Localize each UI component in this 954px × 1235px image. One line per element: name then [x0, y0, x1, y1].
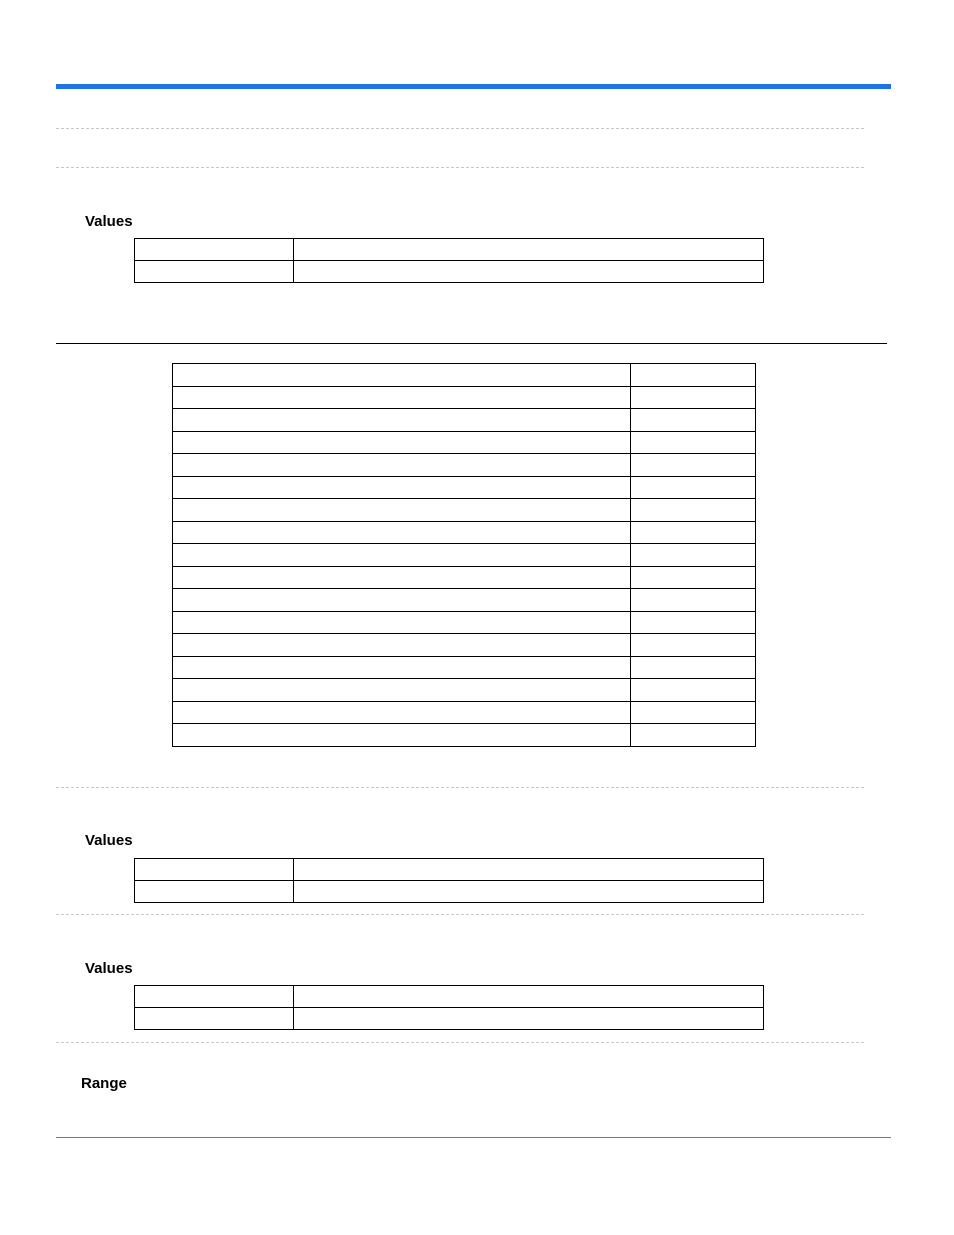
divider: [56, 914, 864, 915]
table-cell: [173, 431, 631, 454]
table-cell: [631, 724, 756, 747]
table-row: [173, 364, 756, 387]
table-cell: [631, 409, 756, 432]
table-row: [173, 476, 756, 499]
table-cell: [294, 261, 764, 283]
divider: [56, 167, 864, 168]
table-cell: [135, 881, 294, 903]
table-cell: [173, 656, 631, 679]
table-cell: [135, 239, 294, 261]
table-cell: [294, 239, 764, 261]
values-label: Values: [85, 213, 133, 230]
table-cell: [631, 634, 756, 657]
table-cell: [135, 261, 294, 283]
table-row: [173, 431, 756, 454]
table-row: [173, 521, 756, 544]
table-cell: [631, 454, 756, 477]
table-cell: [135, 986, 294, 1008]
table-cell: [631, 544, 756, 567]
divider: [56, 1042, 864, 1043]
table-cell: [135, 1008, 294, 1030]
table-cell: [173, 544, 631, 567]
table-row: [135, 859, 764, 881]
table-cell: [631, 364, 756, 387]
table-cell: [173, 589, 631, 612]
table-cell: [135, 859, 294, 881]
table-row: [173, 611, 756, 634]
table-cell: [173, 634, 631, 657]
table-row: [173, 544, 756, 567]
values-label: Values: [85, 960, 133, 977]
table-row: [135, 1008, 764, 1030]
table-row: [135, 261, 764, 283]
table-cell: [631, 701, 756, 724]
table-row: [173, 386, 756, 409]
table-cell: [631, 656, 756, 679]
divider: [56, 787, 864, 788]
table-row: [173, 566, 756, 589]
table-cell: [173, 476, 631, 499]
table-cell: [294, 986, 764, 1008]
values-label: Values: [85, 832, 133, 849]
table-cell: [173, 566, 631, 589]
table-cell: [631, 679, 756, 702]
table-row: [173, 656, 756, 679]
values-table: [134, 858, 764, 903]
table-row: [173, 724, 756, 747]
table-cell: [173, 611, 631, 634]
table-cell: [631, 476, 756, 499]
table-cell: [631, 611, 756, 634]
table-cell: [173, 521, 631, 544]
table-row: [173, 634, 756, 657]
table-cell: [173, 386, 631, 409]
table-row: [173, 409, 756, 432]
table-cell: [631, 521, 756, 544]
table-cell: [173, 454, 631, 477]
table-cell: [631, 566, 756, 589]
table-cell: [173, 679, 631, 702]
table-row: [173, 454, 756, 477]
table-cell: [173, 409, 631, 432]
table-cell: [294, 859, 764, 881]
table-cell: [631, 431, 756, 454]
table-cell: [631, 589, 756, 612]
range-label: Range: [81, 1075, 127, 1092]
table-cell: [294, 1008, 764, 1030]
table-row: [173, 701, 756, 724]
divider: [56, 128, 864, 129]
footer-rule: [56, 1137, 891, 1138]
table-cell: [173, 499, 631, 522]
header-bar: [56, 84, 891, 89]
values-table: [134, 985, 764, 1030]
table-row: [135, 881, 764, 903]
table-cell: [631, 499, 756, 522]
table-cell: [173, 364, 631, 387]
table-cell: [173, 701, 631, 724]
table-cell: [173, 724, 631, 747]
table-row: [173, 679, 756, 702]
values-table: [134, 238, 764, 283]
section-rule: [56, 343, 887, 344]
table-row: [135, 986, 764, 1008]
table-cell: [294, 881, 764, 903]
table-row: [173, 499, 756, 522]
data-table: [172, 363, 756, 747]
table-cell: [631, 386, 756, 409]
table-row: [135, 239, 764, 261]
table-row: [173, 589, 756, 612]
